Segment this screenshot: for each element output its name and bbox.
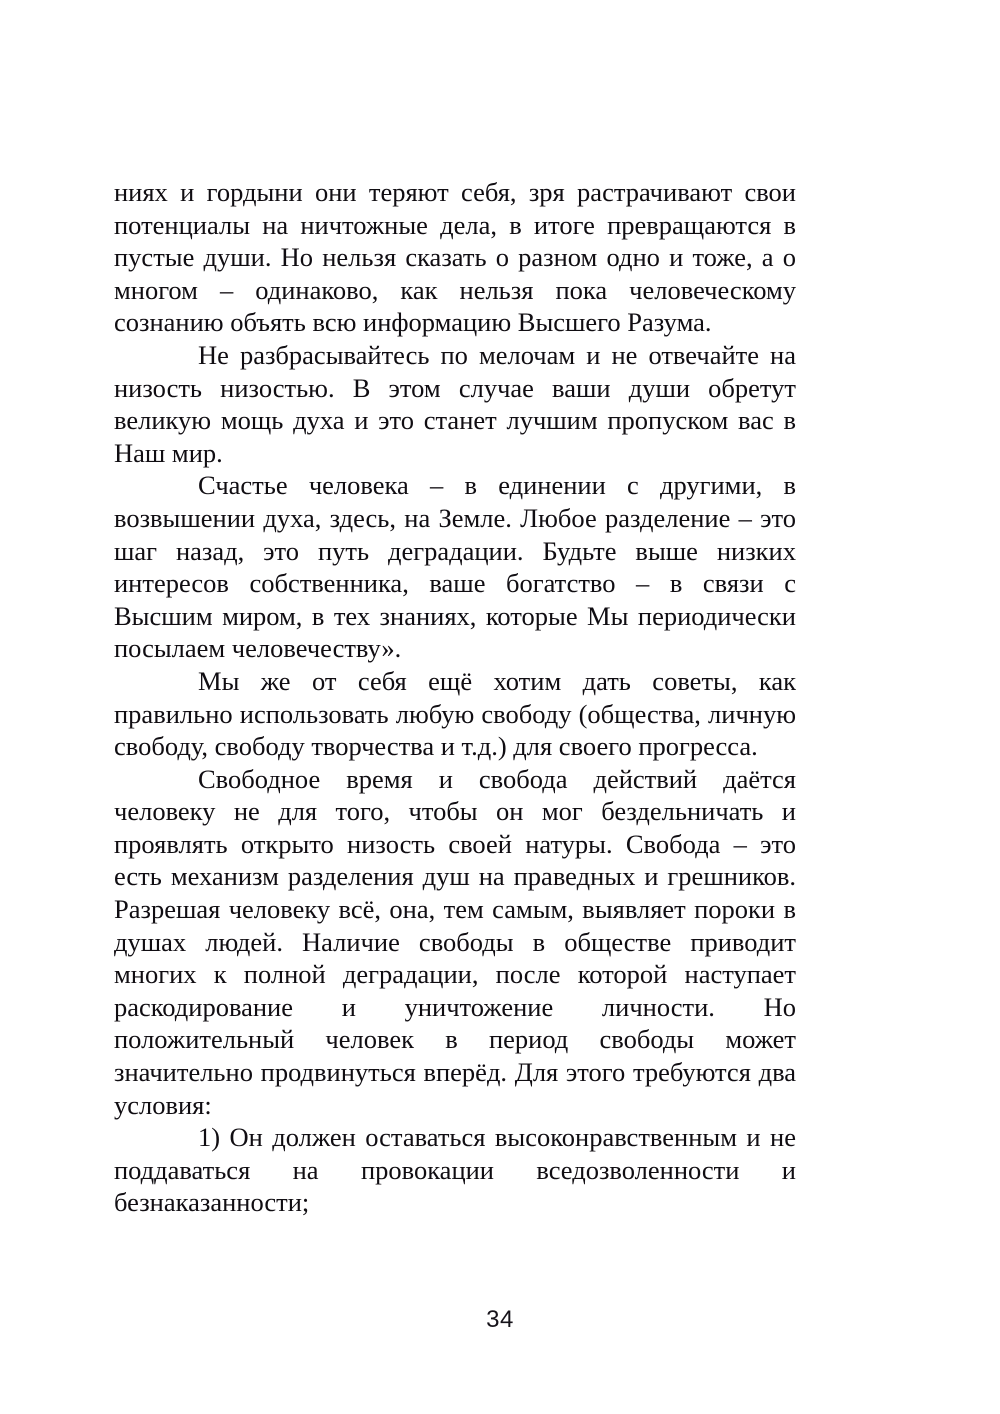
paragraph: Не разбрасывайтесь по мелочам и не отвечайте на низость низостью. В этом случае ваши души обретут великую мощь духа и это станет лучшим пропуском вас в Наш мир. — [114, 339, 796, 468]
page-number: 34 — [486, 1306, 514, 1333]
page-text-block — [114, 176, 796, 1219]
paragraph: Свободное время и свобода действий даётся человеку не для того, чтобы он мог бездельничать и проявлять открыто низость своей натуры. Свобода – это есть механизм разделения душ на праведных и грешников. Разрешая человеку всё, она, тем самым, выявляет пороки в душах людей. Наличие свободы в обществе приводит многих к полной деградации, после которой наступает раскодирование и уничтожение личности. Но положительный человек в период свободы может значительно продвинуться вперёд. Для этого требуются два условия: — [114, 763, 796, 1120]
paragraph-continuation: ниях и гордыни они теряют себя, зря растрачивают свои потенциалы на ничтожные дела, в итоге превращаются в пустые души. Но нельзя сказать о разном одно и тоже, а о многом – одинаково, как нельзя пока человеческому сознанию объять всю информацию Высшего Разума. — [114, 177, 796, 338]
paragraph: Счастье человека – в единении с другими, в возвышении духа, здесь, на Земле. Любое разделение – это шаг назад, это путь деградации. Будьте выше низких интересов собственника, ваше богатство – в связи с Высшим миром, в тех знаниях, которые Мы периодически посылаем человечеству». — [114, 470, 796, 664]
paragraph-list-item: 1) Он должен оставаться высоконравственным и не поддаваться на провокации вседозволенности и безнаказанности; — [114, 1122, 796, 1218]
paragraph: Мы же от себя ещё хотим дать советы, как правильно использовать любую свободу (общества, личную свободу, свободу творчества и т.д.) для своего прогресса. — [114, 665, 796, 762]
